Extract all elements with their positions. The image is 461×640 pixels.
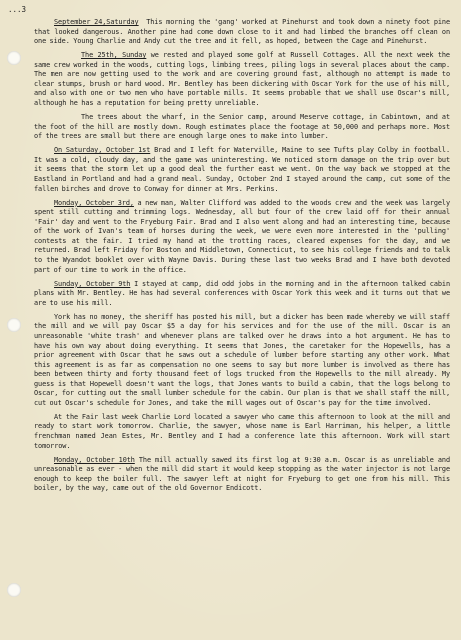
date-heading: Monday, October 10th [54, 455, 135, 464]
date-heading: On Saturday, October 1st [54, 146, 151, 155]
date-heading: September 24,Saturday [54, 18, 139, 26]
paragraph-text: The mill actually sawed its first log at 9:30 a.m. Oscar is as unreliable and unreasonable as ever - when the mill did start it would keep stopping as the water injector is not large enough to keep the boiler full. The sawyer left at night for Fryeburg to get one from his mill. This boiler, by the way, came out of the old Governor Endicott. [34, 455, 450, 493]
journal-paragraph [34, 413, 450, 451]
punch-hole [7, 583, 21, 597]
paragraph-text: I stayed at camp, did odd jobs in the morning and in the afternoon talked cabin plans with Mr. Bentley. He has had several conferences with Oscar York this week and it turns out that we are to use his mill. [34, 279, 450, 307]
journal-paragraph [34, 51, 450, 108]
paragraph-text: At the Fair last week Charlie Lord located a sawyer who came this afternoon to look at the mill and ready to start work tomorrow. Charlie, the sawyer, whose name is Earl Harriman, his helper, a little frenchman named Jean Estes, Mr. Bentley and I had a conference late this afternoon. Work will start tomorrow. [34, 412, 450, 450]
journal-paragraph [34, 113, 450, 142]
paragraph-text: This morning the 'gang' worked at Pinehurst and took down a ninety foot pine that looked dangerous. Another pine had come down close to it and had limbed the branches off clean on one side. Young Charlie and Andy cut the tree and it fell, as hoped, between the Cage and Pinehurst. [34, 18, 451, 46]
date-heading: Sunday, October 9th [54, 279, 131, 288]
punch-hole [7, 51, 21, 65]
journal-paragraph [34, 146, 450, 194]
typed-journal-text [34, 18, 450, 499]
page-number: ...3 [8, 5, 27, 14]
paragraph-text: The trees about the wharf, in the Senior camp, around Meserve cottage, in Cabintown, and at the foot of the hill are mostly down. Rough estimates place the footage at 50,000 and perhaps more. Most of the trees are small but there are enough large ones to make into lumber. [34, 113, 450, 141]
date-heading: Monday, October 3rd, [54, 198, 134, 207]
punch-hole [7, 318, 21, 332]
journal-paragraph [34, 280, 450, 309]
journal-paragraph [34, 313, 450, 408]
journal-paragraph [34, 456, 450, 494]
date-heading: The 25th, Sunday [81, 51, 147, 60]
paragraph-text: Brad and I left for Waterville, Maine to see Tufts play Colby in football. It was a cold, cloudy day, and the game was uninteresting. We noticed storm damage on the trip over but it seems that the storm let up a good deal the further east we went. On the way back we stopped at the Eastland in Portland and had a grand meal. Sunday, October 2nd I stayed around the camp, cut some of the fallen birches and drove to Conway for dinner at Mrs. Perkins. [34, 146, 450, 193]
journal-paragraph [34, 18, 450, 47]
journal-paragraph [34, 199, 450, 275]
paragraph-text: we rested and played some golf at Russell Cottages. All the next week the same crew worked in the woods, cutting logs, limbing trees, piling logs in several places about the camp. The men are now getting used to the work and are covering ground fast, although no attempt is made to clear stumps, brush or hard wood. Mr. Bentley has been dickering with Oscar York for the use of his mill, and also with one or two men who have portable mills. It seems probable that we shall use Oscar's mill, although he has a reputation for being pretty unreliable. [34, 51, 450, 107]
paragraph-text: York has no money, the sheriff has posted his mill, but a dicker has been made whereby we will staff the mill and we will pay Oscar $5 a day for his services and for the use of the mill. Oscar is an unreasonable 'white trash' and whenever plans are talked over he draws into a hot argument. He has to have his own way about doing everything. It seems that Jones, the caretaker for the Hopewells, has a prior agreement with Oscar that he saws out a schedule of lumber before starting any other work. What this agreement is as far as compensation no one seems to say but more lumber is involved as there has been between thirty and forty thousand feet of logs trucked from the Hopewells to the mill already. My guess is that Hopewell doesn't want the logs, that Jones wants to build a cabin, that the logs belong to Oscar, for cutting out the small lumber schedule for the cabin. Our plan is that we shall staff the mill, cut out Oscar's schedule for Jones, and take the mill wages out of Oscar's pay for the time involved. [34, 312, 450, 407]
paragraph-text: a new man, Walter Clifford was added to the woods crew and the week was largely spent still cutting and trimming logs. Wednesday, all but four of the crew laid off for their annual 'Fair' day and went to the Fryeburg Fair. Brad and I also went along and had an interesting time, because of the work of Ivan's team of horses during the week, we were even more interested in the 'pulling' contests at the fair. I tried my hand at the trotting races, cleared expenses for the day, and we returned. Brad left Friday for Boston and Middletown, Connecticut, to see his college friends and to talk to the Wyandot booklet over with Wayne Davis. During these last two weeks Brad and I have both devoted part of our time to work in the office. [34, 198, 450, 274]
